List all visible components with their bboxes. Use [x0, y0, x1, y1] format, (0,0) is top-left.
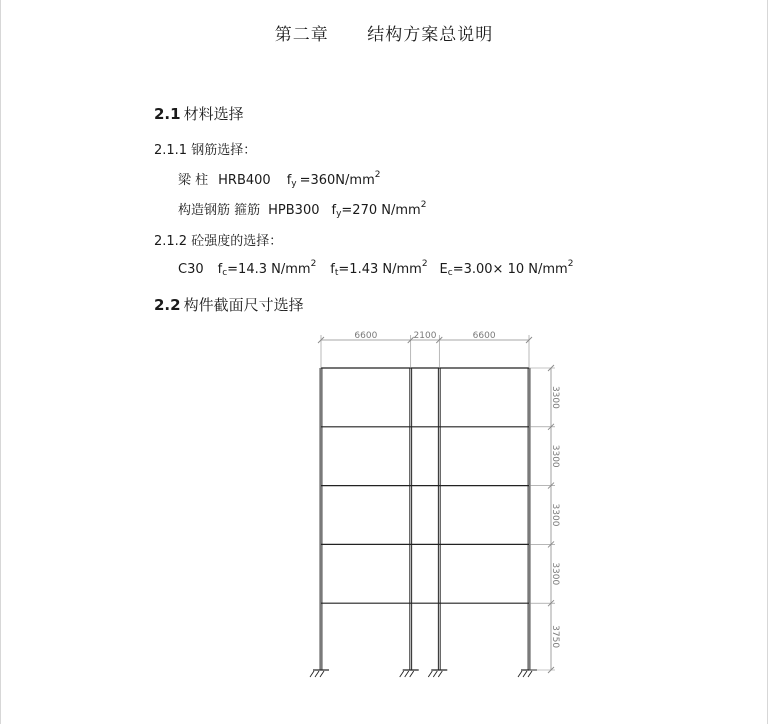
fy-unit-exp: 2 — [420, 200, 427, 210]
support-hatch — [528, 671, 532, 677]
ft-unit-exp: 2 — [421, 259, 428, 269]
support-hatch — [405, 671, 409, 677]
section-title: 材料选择 — [183, 105, 244, 123]
storey-dimension-label: 3300 — [550, 385, 560, 409]
section-title: 构件截面尺寸选择 — [183, 296, 304, 314]
storey-dimension-label: 3750 — [550, 625, 560, 649]
section-heading-2-1 — [154, 103, 244, 124]
fy-value: =270 N/mm — [341, 203, 421, 218]
rebar-main-label: 梁 柱 — [178, 173, 209, 188]
support-hatch — [433, 671, 437, 677]
storey-dimension-label: 3300 — [550, 503, 560, 527]
ec-value: =3.00× 10 N/mm — [452, 262, 568, 277]
fy-base: f — [331, 203, 337, 218]
rebar-main-line — [178, 169, 380, 189]
support-hatch — [320, 671, 324, 677]
fy-value: =360N/mm — [299, 173, 375, 188]
concrete-fc — [217, 259, 317, 278]
storey-dimension-label: 3300 — [550, 562, 560, 586]
chapter-title: 第二章 结构方案总说明 — [274, 25, 494, 45]
bay-dimension-label: 6600 — [472, 331, 496, 341]
concrete-line — [178, 259, 573, 278]
fc-unit-exp: 2 — [310, 259, 317, 269]
fy-unit-exp: 2 — [374, 170, 381, 180]
fy-sub: y — [291, 179, 297, 189]
fy-base: f — [286, 173, 292, 188]
frame-elevation-drawing — [307, 326, 563, 682]
support-hatch — [438, 671, 442, 677]
ec-unit-exp: 2 — [567, 259, 574, 269]
fc-sub: c — [222, 268, 228, 278]
rebar-main-fy — [286, 170, 381, 189]
fc-base: f — [217, 262, 223, 277]
section-heading-2-2 — [154, 294, 304, 315]
rebar-main-grade: HRB400 — [218, 173, 271, 188]
rebar-stirrup-line — [178, 199, 426, 219]
support-hatch — [400, 671, 404, 677]
support-hatch — [410, 671, 414, 677]
storey-dimension-label: 3300 — [550, 444, 560, 468]
fc-value: =14.3 N/mm — [227, 262, 311, 277]
ft-base: f — [330, 262, 335, 277]
support-hatch — [523, 671, 527, 677]
bay-dimension-label: 6600 — [354, 331, 378, 341]
ft-sub: t — [334, 268, 339, 278]
concrete-ec — [439, 259, 574, 278]
bay-dimension-label: 2100 — [413, 331, 437, 341]
support-hatch — [310, 671, 314, 677]
subsection-heading-2-1-1: 2.1.1 钢筋选择： — [154, 143, 257, 158]
support-hatch — [428, 671, 432, 677]
rebar-stirrup-grade: HPB300 — [268, 203, 320, 218]
fy-sub: y — [336, 209, 342, 219]
ec-base: E — [439, 262, 448, 277]
concrete-grade: C30 — [178, 262, 204, 277]
rebar-stirrup-label: 构造钢筋 箍筋 — [178, 203, 261, 218]
support-hatch — [518, 671, 522, 677]
concrete-ft — [330, 259, 428, 278]
section-number: 2.1 — [154, 105, 181, 123]
ft-value: =1.43 N/mm — [338, 262, 422, 277]
subsection-heading-2-1-2: 2.1.2 砼强度的选择： — [154, 234, 283, 249]
frame-elevation-figure — [307, 326, 563, 682]
rebar-stirrup-fy — [331, 200, 427, 219]
section-number: 2.2 — [154, 296, 181, 314]
ec-sub: c — [447, 268, 453, 278]
support-hatch — [315, 671, 319, 677]
